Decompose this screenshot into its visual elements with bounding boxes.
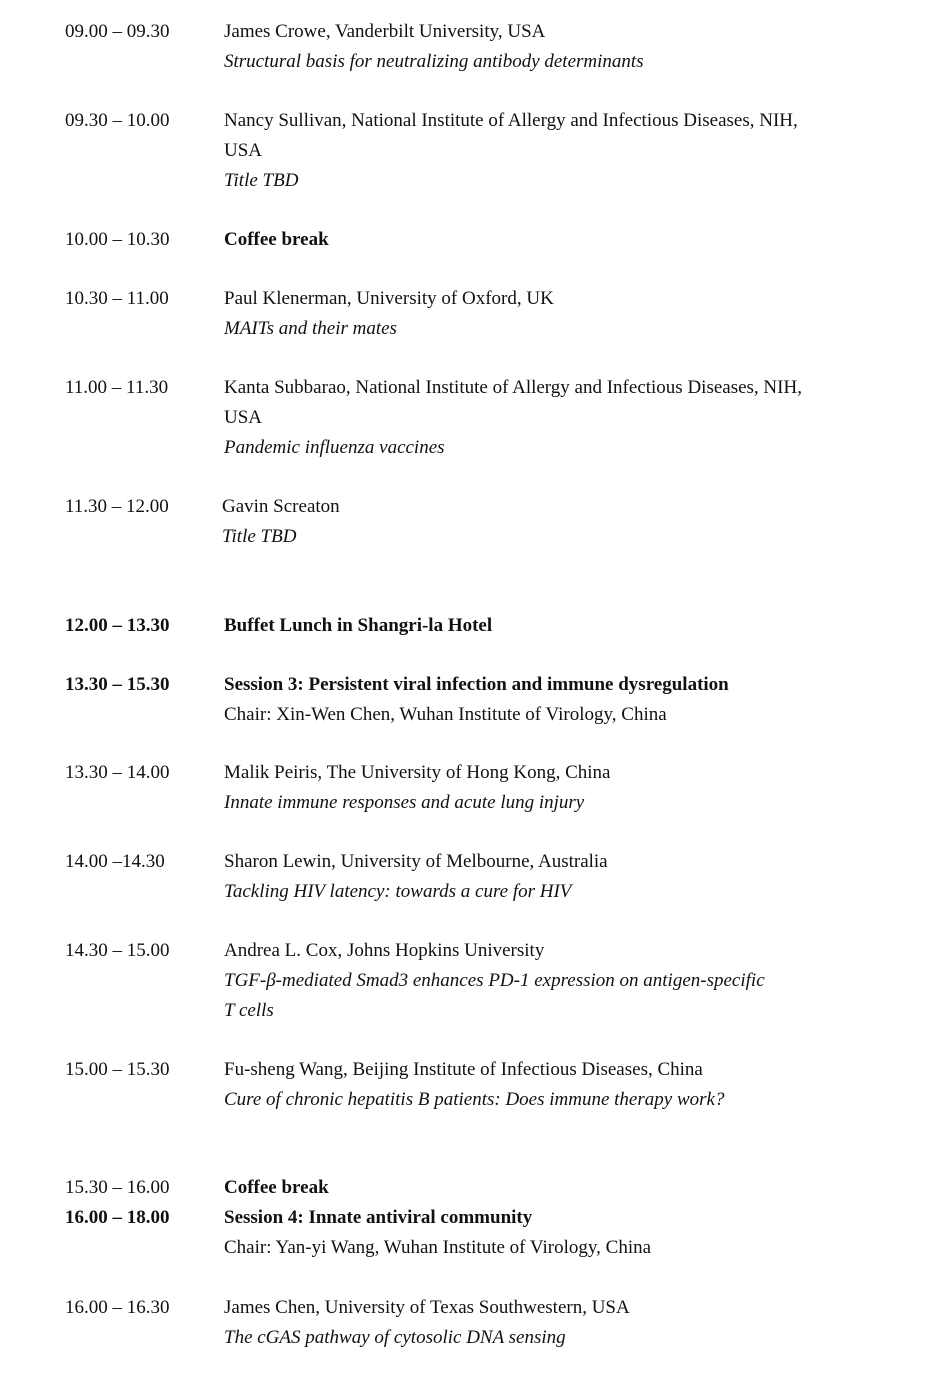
entry-content xyxy=(224,847,884,907)
entry-content xyxy=(222,492,882,552)
talk-title: Title TBD xyxy=(224,170,299,191)
entry-content xyxy=(224,106,884,196)
talk-title: MAITs and their mates xyxy=(224,318,397,339)
session-chair: Chair: Yan-yi Wang, Wuhan Institute of Virology, China xyxy=(224,1237,652,1258)
time-slot: 11.00 – 11.30 xyxy=(65,377,169,398)
speaker: Kanta Subbarao, National Institute of Allergy and Infectious Diseases, NIH, xyxy=(224,377,802,398)
time-slot: 09.00 – 09.30 xyxy=(65,21,170,42)
entry-content xyxy=(224,225,884,255)
time-slot: 15.00 – 15.30 xyxy=(65,1059,170,1080)
entry-content xyxy=(224,758,884,818)
break-title: Coffee break xyxy=(224,1177,329,1198)
time-slot: 13.30 – 15.30 xyxy=(65,674,170,695)
speaker: Andrea L. Cox, Johns Hopkins University xyxy=(224,940,545,961)
entry-content xyxy=(224,1055,884,1115)
speaker: Malik Peiris, The University of Hong Kong, China xyxy=(224,762,611,783)
session-chair: Chair: Xin-Wen Chen, Wuhan Institute of Virology, China xyxy=(224,704,667,725)
time-slot: 14.30 – 15.00 xyxy=(65,940,170,961)
speaker: Nancy Sullivan, National Institute of Allergy and Infectious Diseases, NIH, xyxy=(224,110,798,131)
speaker: Gavin Screaton xyxy=(222,496,340,517)
session-title: Session 4: Innate antiviral community xyxy=(224,1207,533,1228)
talk-title: Tackling HIV latency: towards a cure for HIV xyxy=(224,881,572,902)
talk-title: Pandemic influenza vaccines xyxy=(224,437,445,458)
speaker-continued: USA xyxy=(224,140,263,161)
time-slot: 16.00 – 16.30 xyxy=(65,1297,170,1318)
entry-content xyxy=(224,670,884,730)
time-slot: 15.30 – 16.00 xyxy=(65,1177,170,1198)
entry-content xyxy=(224,284,884,344)
time-slot: 10.00 – 10.30 xyxy=(65,229,170,250)
speaker: Fu-sheng Wang, Beijing Institute of Infectious Diseases, China xyxy=(224,1059,703,1080)
entry-content xyxy=(224,1173,884,1203)
break-title: Coffee break xyxy=(224,229,329,250)
entry-content xyxy=(224,1203,884,1263)
entry-content xyxy=(224,373,884,463)
talk-title: Innate immune responses and acute lung injury xyxy=(224,792,585,813)
entry-content xyxy=(224,17,884,77)
speaker: Paul Klenerman, University of Oxford, UK xyxy=(224,288,554,309)
time-slot: 12.00 – 13.30 xyxy=(65,615,170,636)
speaker: Sharon Lewin, University of Melbourne, Australia xyxy=(224,851,608,872)
talk-title: Cure of chronic hepatitis B patients: Does immune therapy work? xyxy=(224,1089,725,1110)
session-title: Session 3: Persistent viral infection and immune dysregulation xyxy=(224,674,729,695)
speaker-continued: USA xyxy=(224,407,263,428)
time-slot: 16.00 – 18.00 xyxy=(65,1207,170,1228)
entry-content xyxy=(224,1293,884,1353)
talk-title: Structural basis for neutralizing antibody determinants xyxy=(224,51,644,72)
talk-title-continued: T cells xyxy=(224,1000,274,1021)
time-slot: 09.30 – 10.00 xyxy=(65,110,170,131)
time-slot: 10.30 – 11.00 xyxy=(65,288,169,309)
talk-title: TGF-β-mediated Smad3 enhances PD-1 expression on antigen-specific xyxy=(224,970,765,991)
entry-content xyxy=(224,936,884,1026)
speaker: James Crowe, Vanderbilt University, USA xyxy=(224,21,546,42)
entry-content xyxy=(224,611,884,641)
time-slot: 14.00 –14.30 xyxy=(65,851,165,872)
talk-title: Title TBD xyxy=(222,526,297,547)
speaker: James Chen, University of Texas Southwestern, USA xyxy=(224,1297,630,1318)
time-slot: 11.30 – 12.00 xyxy=(65,496,169,517)
talk-title: The cGAS pathway of cytosolic DNA sensing xyxy=(224,1327,566,1348)
time-slot: 13.30 – 14.00 xyxy=(65,762,170,783)
break-title: Buffet Lunch in Shangri-la Hotel xyxy=(224,615,493,636)
